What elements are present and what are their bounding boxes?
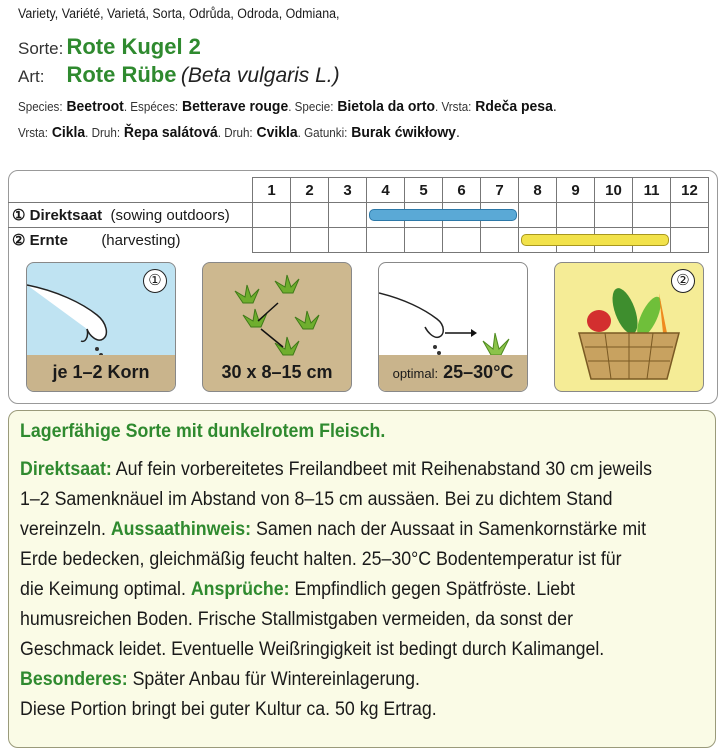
month-9: 9 bbox=[557, 178, 595, 203]
species-line-2: Vrsta: Cikla. Druh: Řepa salátová. Druh: Cvikla. Gatunki: Burak ćwikłowy. bbox=[18, 124, 460, 141]
step-one-badge: ① bbox=[143, 269, 167, 293]
sorte-label: Sorte: bbox=[18, 39, 64, 58]
species-label: Species: bbox=[18, 100, 63, 114]
row-ernte-label: ② Ernte (harvesting) bbox=[8, 228, 253, 253]
description-line: Erde bedecken, gleichmäßig feucht halten. 25–30°C Bodentemperatur ist für bbox=[20, 549, 622, 570]
art-latin: (Beta vulgaris L.) bbox=[180, 64, 340, 87]
species-value: Rdeča pesa bbox=[475, 98, 553, 115]
month-5: 5 bbox=[405, 178, 443, 203]
description-line: Geschmack leidet. Eventuelle Weißringigkeit ist bedingt durch Kalimangel. bbox=[20, 639, 605, 660]
species-label: . Druh: bbox=[217, 126, 253, 140]
sorte-value: Rote Kugel 2 bbox=[66, 34, 201, 59]
temperature-caption: optimal: 25–30°C bbox=[392, 362, 514, 382]
harvest-box bbox=[554, 262, 704, 392]
description-line: Diese Portion bringt bei guter Kultur ca. 50 kg Ertrag. bbox=[20, 699, 437, 720]
art-line bbox=[18, 62, 340, 88]
description-line: Direktsaat: Auf fein vorbereitetes Freilandbeet mit Reihenabstand 30 cm jeweils bbox=[20, 459, 652, 480]
species-label: . Vrsta: bbox=[435, 100, 472, 114]
species-value: Cikla bbox=[51, 124, 86, 141]
seeds-caption: je 1–2 Korn bbox=[52, 362, 150, 382]
calendar-corner bbox=[8, 178, 253, 203]
species-value: Cvikla bbox=[256, 124, 298, 141]
species-value: Řepa salátová bbox=[123, 124, 218, 141]
month-2: 2 bbox=[291, 178, 329, 203]
headline: Lagerfähige Sorte mit dunkelrotem Fleisch. bbox=[20, 421, 386, 442]
spacing-caption: 30 x 8–15 cm bbox=[221, 362, 333, 382]
temperature-box bbox=[378, 262, 528, 392]
sowing-seeds-box bbox=[26, 262, 176, 392]
month-6: 6 bbox=[443, 178, 481, 203]
month-11: 11 bbox=[633, 178, 671, 203]
harvest-period-bar bbox=[521, 234, 669, 246]
species-label: . Specie: bbox=[288, 100, 334, 114]
row-direktsaat-label: ① Direktsaat (sowing outdoors) bbox=[8, 203, 253, 228]
vegetable-basket-icon bbox=[555, 263, 703, 391]
species-line-1: Species: Beetroot. Espéces: Betterave rouge. Specie: Bietola da orto. Vrsta: Rdeča pesa. bbox=[18, 98, 557, 115]
description-line: 1–2 Samenknäuel im Abstand von 8–15 cm aussäen. Bei zu dichtem Stand bbox=[20, 489, 613, 510]
species-value: Betterave rouge bbox=[181, 98, 289, 115]
species-label: Vrsta: bbox=[18, 126, 48, 140]
month-4: 4 bbox=[367, 178, 405, 203]
art-value: Rote Rübe bbox=[66, 62, 177, 87]
art-label: Art: bbox=[18, 67, 45, 86]
species-value: Beetroot bbox=[66, 98, 124, 115]
species-value: Bietola da orto bbox=[337, 98, 436, 115]
species-label: . Espéces: bbox=[123, 100, 179, 114]
month-1: 1 bbox=[253, 178, 291, 203]
variety-line: Variety, Variété, Varietá, Sorta, Odrůda, Odroda, Odmiana, bbox=[18, 6, 340, 21]
month-8: 8 bbox=[519, 178, 557, 203]
species-label: . Druh: bbox=[85, 126, 121, 140]
step-two-badge: ② bbox=[671, 269, 695, 293]
month-12: 12 bbox=[671, 178, 709, 203]
species-value: Burak ćwikłowy bbox=[351, 124, 456, 141]
month-7: 7 bbox=[481, 178, 519, 203]
description-line: die Keimung optimal. Ansprüche: Empfindlich gegen Spätfröste. Liebt bbox=[20, 579, 575, 600]
species-label: . Gatunki: bbox=[297, 126, 348, 140]
sowing-period-bar bbox=[369, 209, 517, 221]
description-line: vereinzeln. Aussaathinweis: Samen nach der Aussaat in Samenkornstärke mit bbox=[20, 519, 647, 540]
spacing-box bbox=[202, 262, 352, 392]
month-10: 10 bbox=[595, 178, 633, 203]
sorte-line bbox=[18, 34, 201, 60]
description-line: Besonderes: Später Anbau für Wintereinlagerung. bbox=[20, 669, 420, 690]
description-line: humusreichen Boden. Frische Stallmistgaben vermeiden, da sonst der bbox=[20, 609, 573, 630]
month-3: 3 bbox=[329, 178, 367, 203]
